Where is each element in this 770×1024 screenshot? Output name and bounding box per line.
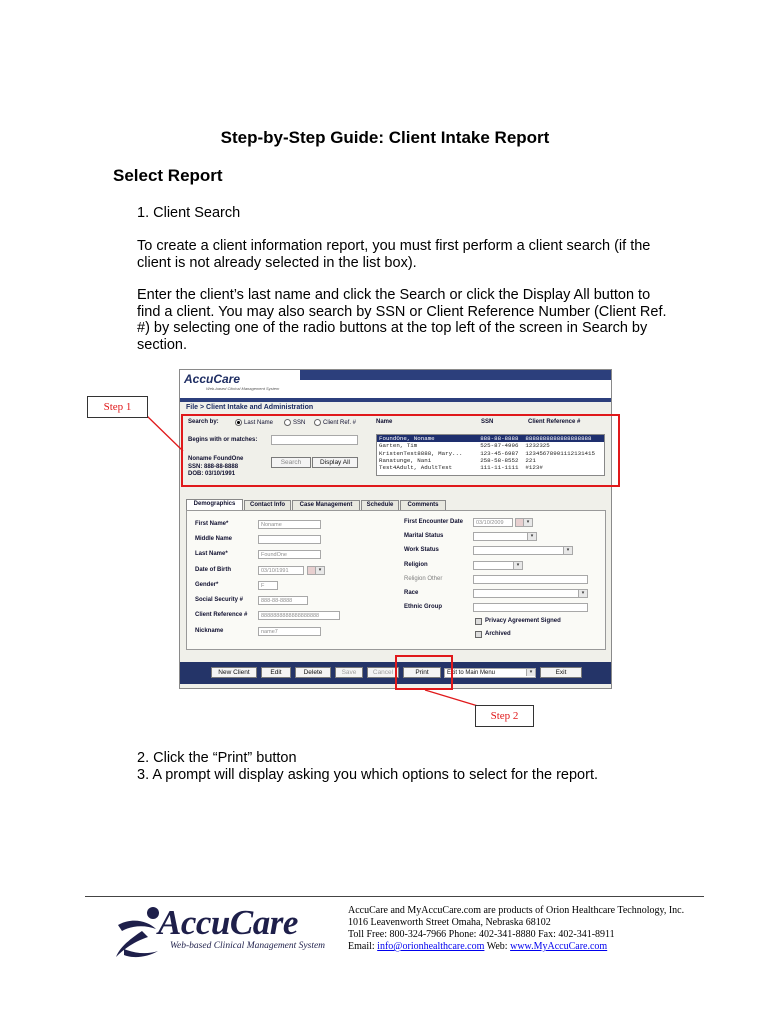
first-encounter-field[interactable]: 03/10/2009 [473,518,513,527]
ssn-label: Social Security # [195,597,244,603]
list-cell-ssn: 258-58-8552 [480,456,519,464]
dob-field[interactable]: 03/10/1991 [258,566,304,575]
app-logo-tagline: Web-based Clinical Management System [206,386,280,391]
footer-logo-tagline: Web-based Clinical Management System [170,941,326,951]
chevron-down-icon: ▾ [513,562,522,569]
chevron-down-icon: ▾ [315,567,324,574]
save-button[interactable]: Save [335,667,363,678]
footer-logo [112,903,337,963]
selected-client-name: Noname FoundOne [188,456,244,462]
footer-line-3: Toll Free: 800-324-7966 Phone: 402-341-8880 Fax: 402-341-8911 [348,929,615,940]
search-by-label: Search by: [188,419,219,425]
menu-breadcrumb: File > Client Intake and Administration [186,404,314,411]
exit-button[interactable]: Exit [540,667,582,678]
delete-button[interactable]: Delete [295,667,331,678]
edit-button[interactable]: Edit [261,667,291,678]
radio-last-name-label: Last Name [244,420,274,427]
list-header-ssn: SSN [481,419,494,425]
instructions-paragraph: Enter the client’s last name and click the Search or click the Display All button to find a client. You may also search by SSN or Client Reference Number (Client Ref. #) by selecting one of the radio buttons at the top left of the screen in Search by section. [137,287,667,353]
selected-client-ssn: SSN: 888-88-8888 [188,463,239,470]
list-cell-ssn: 123-45-6987 [480,449,519,457]
footer-line-4 [348,941,684,953]
document-title: Step-by-Step Guide: Client Intake Report [220,128,550,147]
step-2-connector [425,690,478,706]
tab-contact-info[interactable]: Contact Info [244,500,291,510]
gender-label: Gender* [195,582,219,588]
intro-paragraph: To create a client information report, you must first perform a client search (if the client is not already selected in the list box). [137,238,651,271]
client-ref-label: Client Reference # [195,612,248,618]
tab-comments[interactable]: Comments [400,500,446,510]
step-2-callout: Step 2 [475,705,534,727]
footer-logo-word: AccuCare [158,903,298,942]
print-button[interactable]: Print [403,667,441,678]
radio-ssn-label: SSN [293,420,306,427]
gender-select[interactable]: F [258,581,278,590]
list-cell-name: Garten, Tim [379,442,418,450]
step-3-text: 3. A prompt will display asking you which options to select for the report. [137,767,599,783]
step-1-callout: Step 1 [87,396,148,418]
last-name-field[interactable]: FoundOne [258,550,321,559]
begins-with-label: Begins with or matches: [188,437,258,443]
chevron-down-icon: ▾ [563,547,572,554]
tab-demographics[interactable]: Demographics [186,499,243,510]
ssn-field[interactable]: 888-88-8888 [258,596,308,605]
chevron-down-icon: ▾ [526,669,535,676]
email-link[interactable]: info@orionhealthcare.com [377,941,485,952]
privacy-label: Privacy Agreement Signed [485,618,561,624]
list-cell-ssn: 525-87-4996 [480,442,519,450]
client-ref-field[interactable]: 8888888888888888888 [258,611,340,620]
list-header-name: Name [376,419,393,425]
dob-label: Date of Birth [195,567,231,573]
footer-contact [348,905,684,953]
marital-status-label: Marital Status [404,533,444,539]
section-title: Select Report [113,166,223,185]
work-status-label: Work Status [404,547,439,553]
menu-select-label: Exit to Main Menu [447,670,496,676]
list-cell-name: Test4Adult, AdultTest [379,464,453,472]
accucare-figure-icon [112,903,162,959]
step-1-heading: 1. Client Search [137,205,241,221]
list-cell-ref: 8888888888888888888 [525,435,592,442]
last-name-label: Last Name* [195,551,228,557]
first-name-field[interactable]: Noname [258,520,321,529]
list-header-ref: Client Reference # [528,419,581,425]
list-cell-ssn: 888-88-8888 [480,435,519,442]
web-label: Web: [486,941,508,952]
list-cell-name: FoundOne, Noname [379,435,435,442]
nickname-label: Nickname [195,628,224,634]
new-client-button[interactable]: New Client [211,667,257,678]
religion-label: Religion [404,562,428,568]
list-cell-ref: 1232325 [525,442,550,450]
chevron-down-icon: ▾ [527,533,536,540]
first-encounter-label: First Encounter Date [404,519,464,525]
chevron-down-icon: ▾ [578,590,587,597]
cancel-button[interactable]: Cancel [367,667,399,678]
chevron-down-icon: ▾ [523,519,532,526]
tab-schedule[interactable]: Schedule [361,500,399,510]
footer-line-1: AccuCare and MyAccuCare.com are products of Orion Healthcare Technology, Inc. [348,905,685,916]
first-name-label: First Name* [195,521,229,527]
step-1-connector [147,416,183,451]
search-button[interactable]: Search [271,457,311,468]
archived-label: Archived [485,631,511,637]
race-label: Race [404,590,419,596]
religion-other-label: Religion Other [404,576,443,582]
selected-client-dob: DOB: 03/10/1991 [188,471,236,477]
list-cell-name: KristenTest8888, Mary... [379,449,463,457]
list-cell-ssn: 111-11-1111 [480,464,519,472]
footer-divider [85,896,704,897]
list-cell-ref: #123# [525,464,543,472]
list-cell-ref: 12345678901112131415 [525,449,595,457]
tab-case-management[interactable]: Case Management [292,500,360,510]
step-2-text: 2. Click the “Print” button [137,750,297,766]
email-label: Email: [348,941,375,952]
radio-client-ref-label: Client Ref. # [323,420,357,427]
footer-line-2: 1016 Leavenworth Street Omaha, Nebraska 68102 [348,917,551,928]
middle-name-label: Middle Name [195,536,233,542]
nickname-field[interactable]: name7 [258,627,321,636]
list-cell-ref: 221 [525,456,536,464]
display-all-button[interactable]: Display All [312,457,358,468]
web-link[interactable]: www.MyAccuCare.com [510,941,608,952]
app-logo: AccuCare [184,372,241,386]
list-cell-name: Ranatunge, Nani [379,456,432,464]
ethnic-group-label: Ethnic Group [404,604,442,610]
